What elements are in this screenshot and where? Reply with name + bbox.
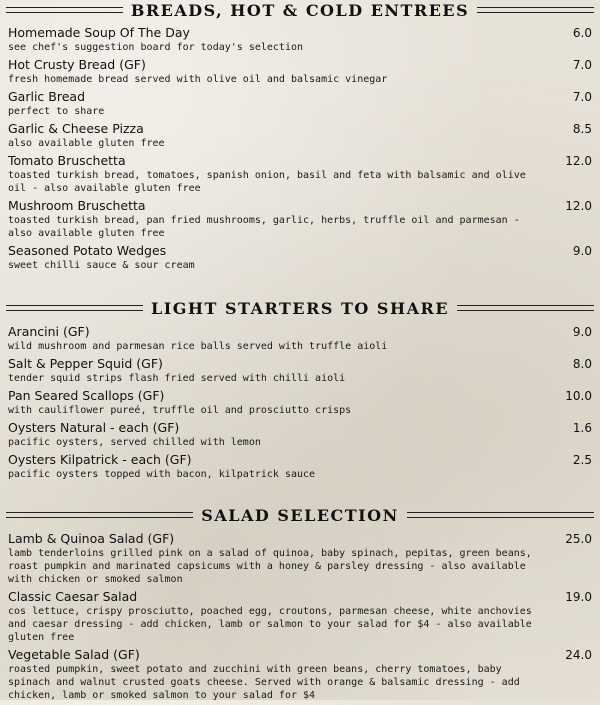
item-name: Lamb & Quinoa Salad (GF) <box>8 531 175 546</box>
item-name: Classic Caesar Salad <box>8 589 138 604</box>
item-description: toasted turkish bread, pan fried mushrooms, garlic, herbs, truffle oil and parmesan - also available gluten free <box>8 215 520 239</box>
item-description: pacific oysters, served chilled with lemon <box>8 437 261 448</box>
item-description: fresh homemade bread served with olive oil and balsamic vinegar <box>8 74 388 85</box>
section-header <box>6 0 594 20</box>
item-description: toasted turkish bread, tomatoes, spanish onion, basil and feta with balsamic and olive oil - also available gluten free <box>8 170 526 194</box>
item-description: also available gluten free <box>8 138 165 149</box>
header-rule-right <box>477 7 594 13</box>
menu-item <box>8 57 592 86</box>
menu-item <box>8 452 592 481</box>
item-name: Salt & Pepper Squid (GF) <box>8 356 163 371</box>
item-description: lamb tenderloins grilled pink on a salad of quinoa, baby spinach, pepitas, green beans, roast pumpkin and marinated capsicums with a honey & parsley dressing - also available with chicken or smoked salmon <box>8 548 532 585</box>
item-description: sweet chilli sauce & sour cream <box>8 260 195 271</box>
item-name: Tomato Bruschetta <box>8 153 126 168</box>
item-name: Homemade Soup Of The Day <box>8 25 190 40</box>
menu-item <box>8 89 592 118</box>
menu-item <box>8 243 592 272</box>
menu-item <box>8 356 592 385</box>
menu-item <box>8 647 592 702</box>
menu-item-list <box>0 320 600 481</box>
item-price: 7.0 <box>572 90 592 104</box>
section-header <box>6 296 594 320</box>
item-description: wild mushroom and parmesan rice balls served with truffle aioli <box>8 341 388 352</box>
item-name: Seasoned Potato Wedges <box>8 243 167 258</box>
menu-item-list <box>0 20 600 272</box>
menu-item <box>8 198 592 240</box>
menu-item <box>8 589 592 644</box>
item-price: 8.0 <box>572 357 592 371</box>
item-description: tender squid strips flash fried served with chilli aioli <box>8 373 346 384</box>
item-description: see chef's suggestion board for today's selection <box>8 42 304 53</box>
menu-item <box>8 324 592 353</box>
item-description: perfect to share <box>8 106 105 117</box>
section-salad-selection <box>0 503 600 705</box>
section-title: BREADS, HOT & COLD ENTREES <box>130 0 470 20</box>
item-name: Garlic & Cheese Pizza <box>8 121 144 136</box>
item-price: 12.0 <box>565 199 592 213</box>
item-price: 1.6 <box>572 421 592 435</box>
header-rule-right <box>407 512 594 518</box>
item-price: 6.0 <box>572 26 592 40</box>
menu-item <box>8 153 592 195</box>
header-rule-left <box>6 7 123 13</box>
item-price: 19.0 <box>565 590 592 604</box>
item-price: 8.5 <box>572 122 592 136</box>
menu-item <box>8 25 592 54</box>
header-rule-right <box>457 305 594 311</box>
item-price: 12.0 <box>565 154 592 168</box>
item-price: 9.0 <box>572 244 592 258</box>
item-description: roasted pumpkin, sweet potato and zucchini with green beans, cherry tomatoes, baby spinach and walnut crusted goats cheese. Served with orange & balsamic dressing - add chicken, lamb or smoked salmon to your salad for $4 <box>8 664 520 701</box>
section-breads-entrees <box>0 0 600 275</box>
item-description: with cauliflower pureé, truffle oil and prosciutto crisps <box>8 405 352 416</box>
header-rule-left <box>6 512 193 518</box>
item-name: Garlic Bread <box>8 89 86 104</box>
item-name: Pan Seared Scallops (GF) <box>8 388 165 403</box>
section-header <box>6 503 594 527</box>
item-price: 2.5 <box>572 453 592 467</box>
section-title: SALAD SELECTION <box>201 505 399 525</box>
item-price: 9.0 <box>572 325 592 339</box>
menu-item <box>8 388 592 417</box>
menu-item <box>8 420 592 449</box>
item-name: Arancini (GF) <box>8 324 90 339</box>
item-name: Hot Crusty Bread (GF) <box>8 57 146 72</box>
item-price: 7.0 <box>572 58 592 72</box>
item-description: cos lettuce, crispy prosciutto, poached egg, croutons, parmesan cheese, white anchovies and caesar dressing - add chicken, lamb or salmon to your salad for $4 - also available gluten free <box>8 606 532 643</box>
section-light-starters <box>0 296 600 484</box>
item-price: 24.0 <box>565 648 592 662</box>
item-description: pacific oysters topped with bacon, kilpatrick sauce <box>8 469 316 480</box>
menu-item <box>8 531 592 586</box>
header-rule-left <box>6 305 143 311</box>
section-title: LIGHT STARTERS TO SHARE <box>150 298 450 318</box>
item-name: Oysters Kilpatrick - each (GF) <box>8 452 192 467</box>
menu-item <box>8 121 592 150</box>
item-name: Mushroom Bruschetta <box>8 198 146 213</box>
item-price: 10.0 <box>565 389 592 403</box>
menu-item-list <box>0 527 600 702</box>
item-price: 25.0 <box>565 532 592 546</box>
item-name: Vegetable Salad (GF) <box>8 647 140 662</box>
item-name: Oysters Natural - each (GF) <box>8 420 180 435</box>
